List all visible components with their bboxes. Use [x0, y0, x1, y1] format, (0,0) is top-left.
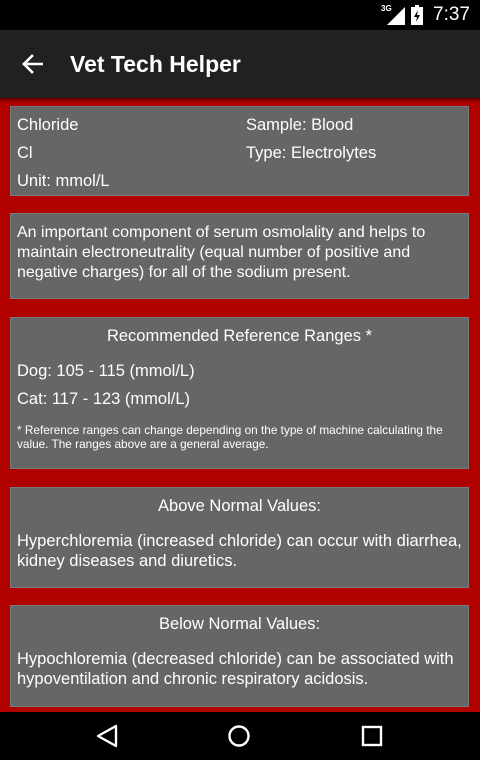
- content-area[interactable]: [0, 98, 480, 712]
- analyte-symbol: Cl: [17, 144, 33, 162]
- nav-back-button[interactable]: [67, 712, 147, 760]
- status-icons: [381, 0, 470, 30]
- description-text: An important component of serum osmolality and helps to maintain electroneutrality (equal number of positive and negative charges) for all of the sodium present.: [17, 224, 426, 281]
- reference-ranges-heading: Recommended Reference Ranges *: [106, 327, 373, 345]
- status-time: 7:37: [433, 4, 470, 25]
- recents-square-icon: [361, 725, 383, 747]
- battery-icon: [411, 5, 423, 25]
- sample-type: Sample: Blood: [246, 116, 354, 134]
- app-bar: [0, 30, 480, 98]
- below-normal-text: Hypochloremia (decreased chloride) can be associated with hypoventilation and chronic respiratory acidosis.: [17, 650, 454, 688]
- analyte-name: Chloride: [17, 116, 79, 134]
- back-button[interactable]: [0, 30, 64, 98]
- network-type-label: 3G: [381, 4, 392, 13]
- navigation-bar: [0, 712, 480, 760]
- above-normal-text: Hyperchloremia (increased chloride) can occur with diarrhea, kidney diseases and diuretics.: [17, 532, 462, 570]
- analyte-info-card: [10, 106, 469, 196]
- analyte-type: Type: Electrolytes: [246, 144, 377, 162]
- dog-range: Dog: 105 - 115 (mmol/L): [17, 362, 195, 380]
- reference-footnote: * Reference ranges can change depending on the type of machine calculating the value. The ranges above are a general average.: [17, 423, 443, 451]
- cat-range: Cat: 117 - 123 (mmol/L): [17, 390, 191, 408]
- nav-recents-button[interactable]: [332, 712, 412, 760]
- below-normal-heading: Below Normal Values:: [158, 615, 321, 633]
- description-card: [10, 213, 469, 299]
- below-normal-card: [10, 605, 469, 707]
- arrow-back-icon: [21, 53, 43, 75]
- above-normal-card: [10, 487, 469, 588]
- analyte-unit: Unit: mmol/L: [17, 172, 110, 190]
- reference-ranges-card: [10, 317, 469, 469]
- status-bar: [0, 0, 480, 30]
- nav-home-button[interactable]: [199, 712, 279, 760]
- above-normal-heading: Above Normal Values:: [158, 497, 321, 515]
- home-circle-icon: [227, 724, 251, 748]
- page-title: Vet Tech Helper: [70, 50, 241, 77]
- signal-icon: [381, 5, 405, 25]
- back-triangle-icon: [96, 724, 118, 748]
